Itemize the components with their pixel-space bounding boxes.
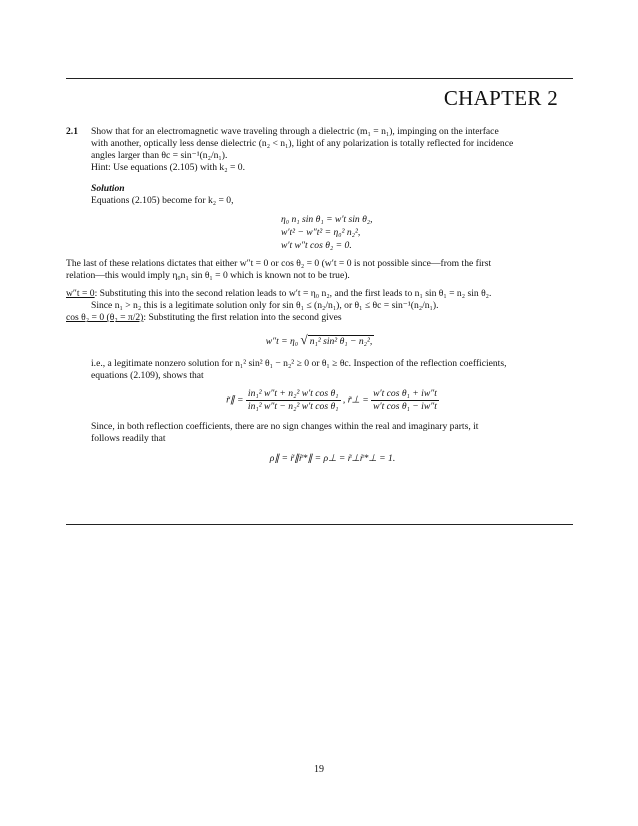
case-two bbox=[66, 312, 574, 324]
reflection-coefficients bbox=[91, 388, 574, 413]
final-equation: ρ∥ = r̃∥r̃*∥ = ρ⊥ = r̃⊥r̃*⊥ = 1. bbox=[269, 453, 396, 464]
top-rule bbox=[66, 78, 573, 79]
r-perp-fraction bbox=[371, 388, 439, 413]
problem-statement-line: Show that for an electromagnetic wave traveling through a dielectric (m₁ = n₁), impinging on the interface bbox=[91, 126, 499, 137]
paragraph-line: i.e., a legitimate nonzero solution for n₁² sin² θ₁ − n₂² ≥ 0 or θ₁ ≥ θc. Inspection of the reflection coefficients, bbox=[91, 358, 507, 369]
r-perp-denominator: w′t cos θ₁ − iw″t bbox=[373, 401, 437, 412]
equation-system bbox=[281, 213, 574, 252]
solution-heading: Solution bbox=[91, 183, 125, 194]
r-perp-numerator: w′t cos θ₁ + iw″t bbox=[373, 388, 437, 399]
case-one bbox=[66, 288, 574, 300]
problem-statement-line: angles larger than θc = sin⁻¹(n₂/n₁). bbox=[91, 150, 228, 161]
paragraph-line: equations (2.109), shows that bbox=[91, 370, 204, 381]
equation-line: η₀ n₁ sin θ₁ = w′t sin θ₂, bbox=[281, 214, 373, 225]
r-parallel-denominator: in₁² w″t − n₂² w′t cos θ₁ bbox=[247, 401, 339, 412]
equation-line: w′t² − w″t² = η₀² n₂², bbox=[281, 227, 361, 238]
bottom-rule bbox=[66, 524, 573, 525]
problem-hint: Hint: Use equations (2.105) with k₂ = 0. bbox=[91, 162, 245, 173]
paragraph-line: follows readily that bbox=[91, 433, 166, 444]
r-parallel-lhs: r̃∥ = bbox=[226, 394, 244, 406]
page-number: 19 bbox=[314, 764, 324, 775]
sqrt-equation: w″t = η₀ √ n₁² sin² θ₁ − n₂², bbox=[265, 332, 373, 347]
problem-number: 2.1 bbox=[66, 126, 78, 137]
case-one-text: : Substituting this into the second relation leads to w′t = η₀ n₂, and the first leads to n₁ sin θ₁ = n₂ sin θ₂. bbox=[94, 288, 492, 299]
r-perp-lhs: , r̃⊥ = bbox=[342, 394, 369, 406]
chapter-title: CHAPTER 2 bbox=[443, 86, 558, 110]
equation-line: w′t w″t cos θ₂ = 0. bbox=[281, 240, 352, 251]
case-one-continuation: Since n₁ > n₂ this is a legitimate solution only for sin θ₁ ≤ (n₂/n₁), or θ₁ ≤ θc = sin⁻¹(n₂/n₁). bbox=[91, 300, 439, 311]
paragraph-line: relation—this would imply η₀n₁ sin θ₁ = 0 which is known not to be true). bbox=[66, 270, 350, 281]
paragraph-line: The last of these relations dictates that either w″t = 0 or cos θ₂ = 0 (w′t = 0 is not possible since—from the first bbox=[66, 258, 492, 269]
page-content bbox=[66, 126, 574, 465]
sqrt-radicand: n₁² sin² θ₁ − n₂², bbox=[309, 336, 373, 347]
case-one-label: w″t = 0 bbox=[66, 288, 95, 299]
case-two-text: : Substituting the first relation into the second gives bbox=[143, 312, 342, 323]
problem-statement-line: with another, optically less dense dielectric (n₂ < n₁), light of any polarization is totally reflected for incidence bbox=[91, 138, 514, 149]
sqrt-equation-lhs: w″t = η₀ bbox=[265, 336, 299, 347]
paragraph-line: Since, in both reflection coefficients, there are no sign changes within the real and imaginary parts, it bbox=[91, 421, 479, 432]
case-two-label: cos θ₂ = 0 (θ₂ = π/2) bbox=[66, 312, 144, 323]
r-parallel-numerator: in₁² w″t + n₂² w′t cos θ₁ bbox=[247, 388, 339, 399]
solution-intro: Equations (2.105) become for k₂ = 0, bbox=[91, 195, 234, 206]
r-parallel-fraction bbox=[246, 388, 341, 413]
